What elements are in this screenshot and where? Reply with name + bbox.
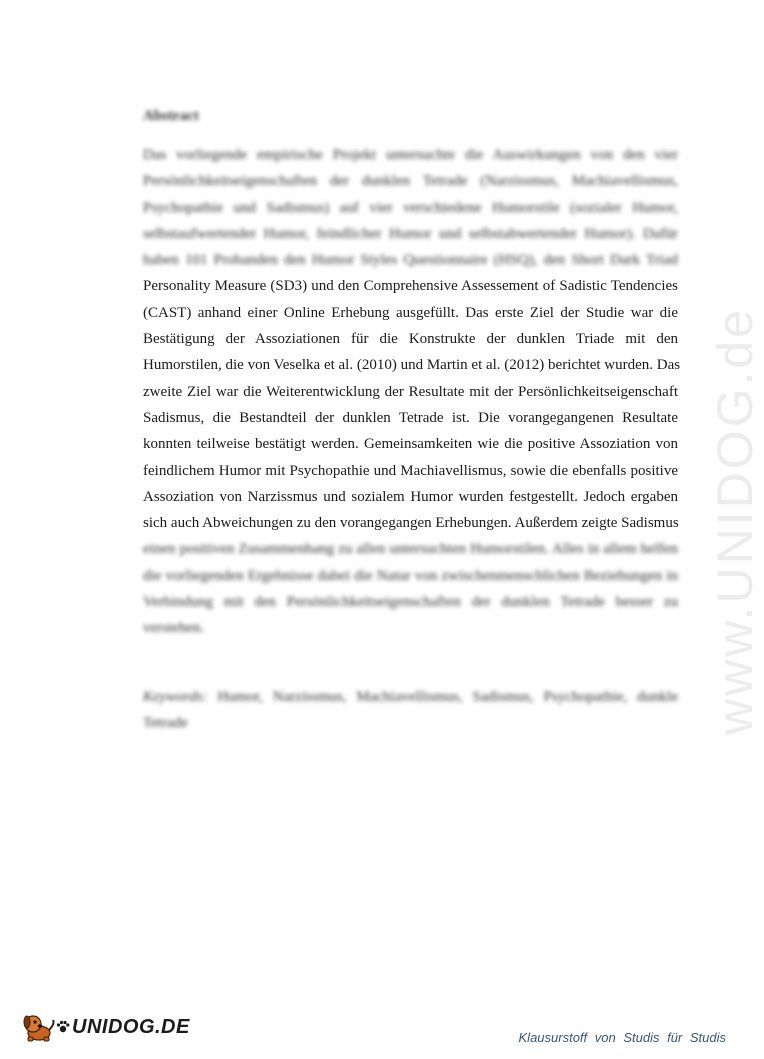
abstract-heading: Abstract — [143, 108, 199, 124]
abstract-line: Sadismus, die Bestandteil der dunklen Tetrade ist. Die vorangegangenen Resultate — [143, 409, 678, 426]
abstract-line: selbstaufwertender Humor, feindlicher Humor und selbstabwertender Humor). Dafür — [143, 225, 678, 242]
abstract-line: die vorliegenden Ergebnisse dabei die Natur von zwischenmenschlichen Beziehungen in — [143, 567, 678, 584]
keywords-line — [143, 684, 678, 710]
abstract-line: Personality Measure (SD3) und den Comprehensive Assessement of Sadistic Tendencies — [143, 278, 678, 295]
abstract-line: Das vorliegende empirische Projekt untersuchte die Auswirkungen von den vier — [143, 147, 678, 163]
keywords-line: Tetrade — [143, 715, 188, 731]
keywords-label: Keywords: — [143, 689, 208, 705]
abstract-visible-text — [143, 273, 681, 536]
abstract-line: haben 101 Probanden den Humor Styles Questionnaire (HSQ), den Short Dark Triad — [143, 252, 678, 269]
abstract-line: einen positiven Zusammenhang zu allen untersuchten Humorstilen. Alles in allem helfen — [143, 541, 678, 558]
paw-icon — [56, 1020, 70, 1034]
abstract-line: Assoziation von Narzissmus und sozialem Humor wurden festgestellt. Jedoch ergaben — [143, 488, 678, 505]
keywords — [143, 684, 678, 736]
keywords-list: Humor, Narzissmus, Machiavellismus, Sadismus, Psychopathie, dunkle — [217, 689, 678, 705]
abstract-line: (CAST) anhand einer Online Erhebung ausgefüllt. Das erste Ziel der Studie war die — [143, 304, 678, 321]
abstract-line: Verbindung mit den Persönlichkeitseigenschaften der dunklen Tetrade besser zu — [143, 594, 678, 611]
abstract-line: zweite Ziel war die Weiterentwicklung der Resultate mit der Persönlichkeitseigenschaft — [143, 383, 678, 400]
abstract-blurred-bottom — [143, 536, 678, 641]
abstract-line: Humorstilen, die von Veselka et al. (2010) und Martin et al. (2012) berichtet wurden. Das — [143, 357, 681, 374]
abstract-line: Psychopathie und Sadismus) auf vier verschiedene Humorstile (sozialer Humor, — [143, 199, 678, 216]
footer-tagline: Klausurstoff von Studis für Studis — [518, 1030, 726, 1045]
abstract-line: Persönlichkeitseigenschaften der dunklen Tetrade (Narzissmus, Machiavellismus, — [143, 173, 678, 190]
abstract-line: sich auch Abweichungen zu den vorangegangen Erhebungen. Außerdem zeigte Sadismus — [143, 515, 679, 532]
watermark: www.UNIDOG.de — [707, 307, 763, 735]
logo-text: UNIDOG.DE — [72, 1015, 190, 1038]
abstract-blurred-top — [143, 142, 678, 273]
dog-icon — [22, 1012, 56, 1042]
abstract-text — [143, 142, 681, 642]
abstract-line: Bestätigung der Assoziationen für die Konstrukte der dunklen Triade mit den — [143, 331, 678, 348]
unidog-logo[interactable] — [22, 1012, 190, 1042]
abstract-line: konnten teilweise bestätigt werden. Gemeinsamkeiten wie die positive Assoziation von — [143, 436, 678, 453]
abstract-line: feindlichem Humor mit Psychopathie und Machiavellismus, sowie die ebenfalls positive — [143, 462, 678, 479]
abstract-line: verstehen. — [143, 620, 205, 637]
